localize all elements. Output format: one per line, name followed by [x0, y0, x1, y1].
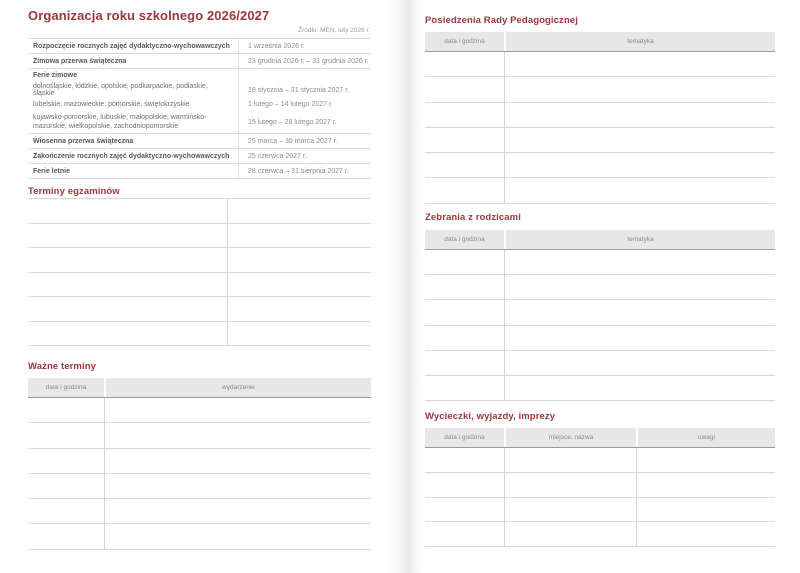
- row-label: Ferie letnie: [33, 167, 70, 175]
- row-label: lubelskie, mazowieckie, pomorskie, świętokrzyskie: [33, 100, 190, 108]
- empty-row: [425, 498, 775, 523]
- school-year-table: [28, 38, 371, 179]
- empty-row: [425, 473, 775, 498]
- row-value: 25 czerwca 2027 r.: [248, 152, 307, 160]
- empty-row: [425, 376, 775, 401]
- row-value: 23 grudnia 2026 r. – 31 grudnia 2026 r.: [248, 57, 369, 65]
- row-value: 28 czerwca – 31 sierpnia 2027 r.: [248, 167, 349, 175]
- row-value: 25 marca – 30 marca 2027 r.: [248, 137, 338, 145]
- column-divider: [504, 52, 505, 204]
- empty-row: [425, 351, 775, 376]
- header-cell-notes: uwagi: [638, 428, 775, 448]
- page-gutter-shadow: [388, 0, 424, 573]
- important-rows: [28, 398, 371, 550]
- row-label: Wiosenna przerwa świąteczna: [33, 137, 134, 145]
- table-row: [28, 134, 371, 149]
- empty-row: [28, 199, 371, 224]
- table-header: [425, 428, 775, 448]
- header-cell-date: data i godzina: [425, 32, 504, 52]
- table-header: [28, 378, 371, 398]
- council-rows: [425, 52, 775, 204]
- empty-row: [425, 300, 775, 325]
- empty-row: [28, 423, 371, 448]
- parents-rows: [425, 250, 775, 401]
- header-cell-topic: tematyka: [506, 230, 775, 250]
- empty-row: [28, 398, 371, 423]
- empty-row: [28, 322, 371, 347]
- empty-row: [28, 449, 371, 474]
- column-divider: [636, 448, 637, 547]
- empty-row: [28, 273, 371, 298]
- empty-row: [425, 326, 775, 351]
- row-label: Rozpoczęcie rocznych zajęć dydaktyczno-wychowawczych: [33, 42, 230, 50]
- section-heading-parents: Zebrania z rodzicami: [425, 212, 521, 223]
- header-cell-date: data i godzina: [425, 230, 504, 250]
- exams-table: [28, 198, 371, 346]
- table-row: [28, 97, 371, 111]
- column-divider: [504, 250, 505, 401]
- parents-table: [425, 230, 775, 401]
- empty-row: [28, 248, 371, 273]
- empty-row: [28, 474, 371, 499]
- row-label: Zimowa przerwa świąteczna: [33, 57, 127, 65]
- section-heading-council: Posiedzenia Rady Pedagogicznej: [425, 15, 578, 26]
- header-cell-event: wydarzenie: [106, 378, 371, 398]
- row-value: 1 września 2026 r.: [248, 42, 305, 50]
- empty-row: [425, 153, 775, 178]
- table-row: [28, 149, 371, 164]
- section-heading-important: Ważne terminy: [28, 361, 96, 372]
- row-value: 1 lutego – 14 lutego 2027 r.: [248, 100, 333, 108]
- row-value: 18 stycznia – 31 stycznia 2027 r.: [248, 86, 350, 94]
- header-cell-date: data i godzina: [28, 378, 104, 398]
- row-label: kujawsko-pomorskie, lubuskie, małopolskie, warmińsko-mazurskie, wielkopolskie, zachodniopomorskie: [33, 113, 207, 130]
- empty-row: [425, 52, 775, 77]
- source-note: Źródło: MEN, luty 2026 r.: [298, 27, 370, 34]
- section-heading-exams: Terminy egzaminów: [28, 186, 120, 197]
- table-row: [28, 54, 371, 69]
- table-header: [425, 230, 775, 250]
- council-table: [425, 32, 775, 204]
- right-page: [425, 0, 775, 573]
- column-divider: [227, 199, 228, 346]
- empty-row: [28, 297, 371, 322]
- table-header: [425, 32, 775, 52]
- table-row: [28, 111, 371, 133]
- empty-row: [425, 448, 775, 473]
- page-title: Organizacja roku szkolnego 2026/2027: [28, 8, 270, 23]
- row-label: Zakończenie rocznych zajęć dydaktyczno-wychowawczych: [33, 152, 230, 160]
- empty-row: [425, 103, 775, 128]
- empty-row: [425, 250, 775, 275]
- row-label: dolnośląskie, łódzkie, opolskie, podkarpackie, podlaskie, śląskie: [33, 83, 208, 97]
- trips-table: [425, 428, 775, 547]
- empty-row: [28, 224, 371, 249]
- header-cell-topic: tematyka: [506, 32, 775, 52]
- column-divider: [104, 398, 105, 550]
- row-value: 15 lutego – 28 lutego 2027 r.: [248, 118, 337, 126]
- empty-row: [28, 524, 371, 549]
- empty-row: [425, 128, 775, 153]
- empty-row: [425, 77, 775, 102]
- column-divider: [238, 39, 239, 179]
- empty-row: [28, 499, 371, 524]
- header-cell-place: miejsce, nazwa: [506, 428, 636, 448]
- exams-rows: [28, 198, 371, 346]
- table-row: [28, 83, 371, 97]
- empty-row: [425, 522, 775, 547]
- winter-break-group: [28, 69, 371, 134]
- important-table: [28, 378, 371, 550]
- empty-row: [425, 178, 775, 203]
- table-row: [28, 164, 371, 179]
- table-row: [28, 39, 371, 54]
- left-page: [28, 0, 371, 573]
- header-cell-date: data i godzina: [425, 428, 504, 448]
- column-divider: [504, 448, 505, 547]
- trips-rows: [425, 448, 775, 547]
- section-heading-trips: Wycieczki, wyjazdy, imprezy: [425, 411, 556, 422]
- empty-row: [425, 275, 775, 300]
- group-label: Ferie zimowe: [33, 72, 77, 79]
